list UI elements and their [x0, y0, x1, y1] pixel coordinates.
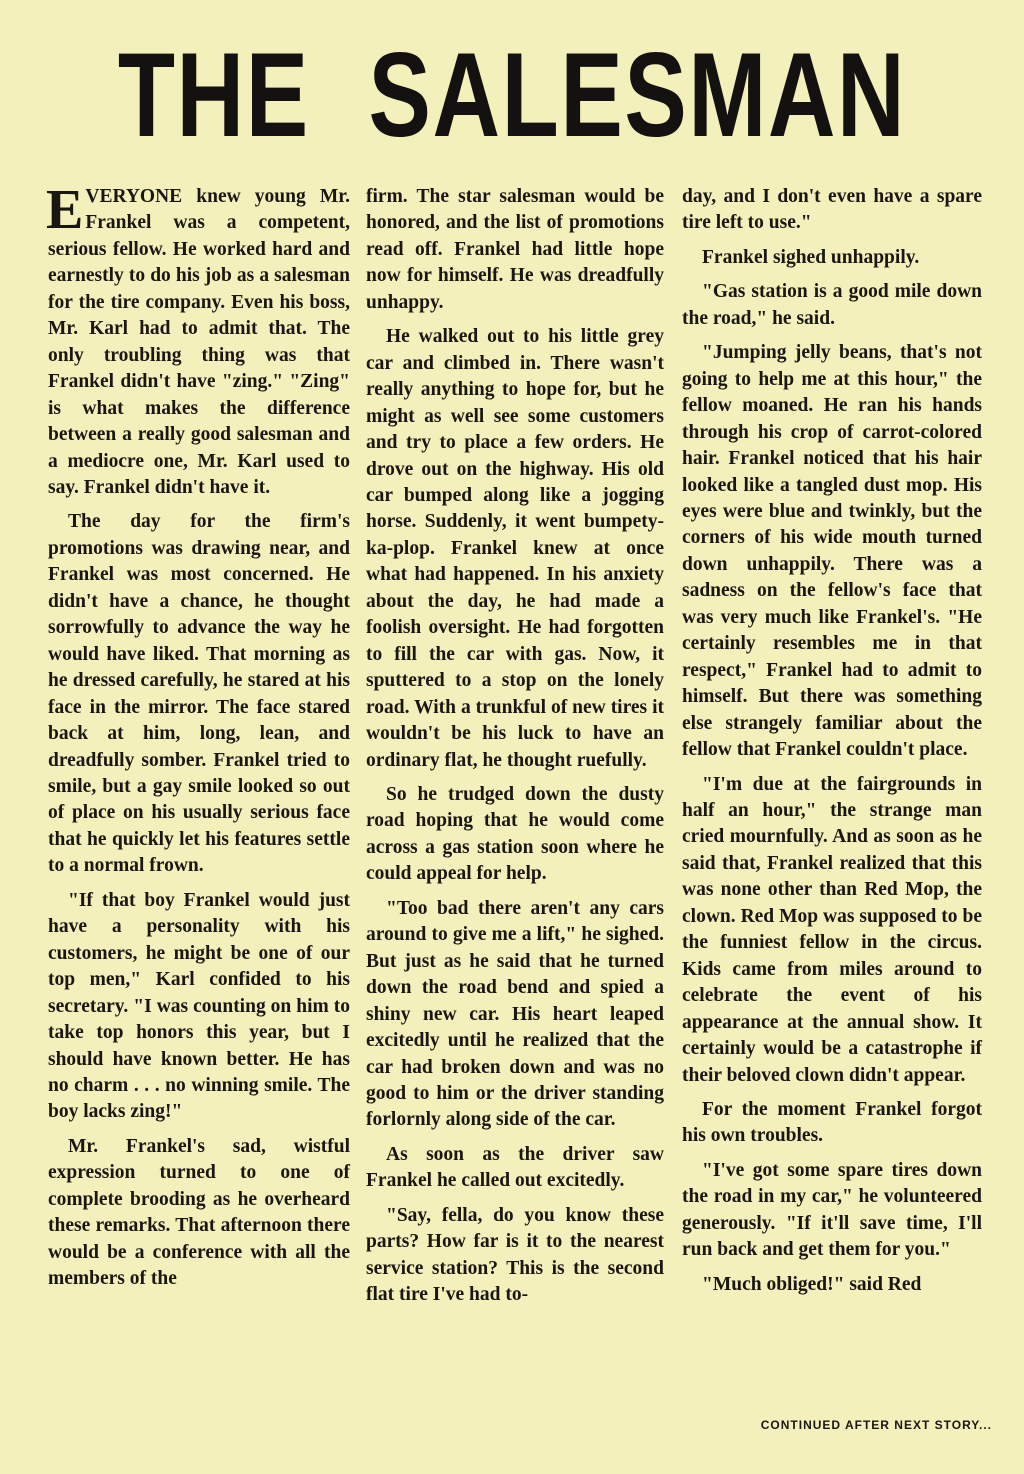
paragraph: He walked out to his little grey car and climbed in. There wasn't really anything to hope for, but he might as well see some customers and try to place a few orders. He drove out on the highway. His old car bumped along like a jogging horse. Suddenly, it went bumpety-ka-plop. Frankel knew at once what had happened. In his anxiety about the day, he had made a foolish oversight. He had forgotten to fill the car with gas. Now, it sputtered to a stop on the lonely road. With a trunkful of new tires it wouldn't be his luck to have an ordinary flat, he thought ruefully.	[366, 326, 664, 771]
paragraph: "I've got some spare tires down the road in my car," he volunteered generously. "If it'll save time, I'll run back and get them for you."	[682, 1159, 982, 1261]
paragraph: For the moment Frankel forgot his own troubles.	[682, 1098, 982, 1147]
paragraph: "If that boy Frankel would just have a personality with his customers, he might be one of our top men," Karl confided to his secretary. "I was counting on him to take top honors this year, but I should have known better. He has no charm . . . no winning smile. The boy lacks zing!"	[48, 889, 350, 1123]
paragraph: firm. The star salesman would be honored, and the list of promotions read off. Frankel had little hope now for himself. He was dreadfully unhappy.	[366, 186, 664, 313]
story-title: THE SALESMAN	[117, 28, 907, 162]
paragraph: So he trudged down the dusty road hoping that he would come across a gas station soon where he could appeal for help.	[366, 783, 664, 885]
paragraph: "Much obliged!" said Red	[702, 1273, 922, 1295]
text-column-2	[366, 184, 664, 1317]
paragraph: The day for the firm's promotions was drawing near, and Frankel was most concerned. He didn't have a chance, he thought sorrowfully to advance the way he would have liked. That morning as he dressed carefully, he stared at his face in the mirror. The face stared back at him, long, lean, and dreadfully somber. Frankel tried to smile, but a gay smile looked so out of place on his usually serious face that he quickly let his features settle to a normal frown.	[48, 511, 350, 877]
text-column-3	[682, 184, 982, 1306]
paragraph: "I'm due at the fairgrounds in half an hour," the strange man cried mournfully. And as soon as he said that, Frankel realized that this was none other than Red Mop, the clown. Red Mop was supposed to be the funniest fellow in the circus. Kids came from miles around to celebrate the event of his appearance at the annual show. It certainly would be a catastrophe if their beloved clown didn't appear.	[682, 773, 982, 1086]
paragraph: "Gas station is a good mile down the road," he said.	[682, 281, 982, 329]
paragraph: "Too bad there aren't any cars around to give me a lift," he sighed. But just as he said that he turned down the road bend and spied a shiny new car. His heart leaped excitedly until he realized that the car had broken down and was no good to him or the driver standing forlornly along side of the car.	[366, 897, 664, 1131]
paragraph: "Say, fella, do you know these parts? How far is it to the nearest service station? This is the second flat tire I've had to-	[366, 1204, 664, 1306]
paragraph: Mr. Frankel's sad, wistful expression turned to one of complete brooding as he overheard these remarks. That afternoon there would be a conference with all the members of the	[48, 1135, 350, 1290]
paragraph: As soon as the driver saw Frankel he called out excitedly.	[366, 1143, 664, 1192]
continued-note: CONTINUED AFTER NEXT STORY...	[760, 1418, 992, 1432]
paragraph: day, and I don't even have a spare tire left to use."	[682, 186, 982, 234]
paragraph-text: VERYONE knew young Mr. Frankel was a competent, serious fellow. He worked hard and earnestly to do his job as a salesman for the tire company. Even his boss, Mr. Karl had to admit that. The only troubling thing was that Frankel didn't have "zing." "Zing" is what makes the difference between a really good salesman and a mediocre one, Mr. Karl used to say. Frankel didn't have it.	[48, 186, 350, 498]
paragraph	[46, 179, 350, 501]
text-column-1	[46, 179, 350, 1301]
drop-cap: E	[46, 179, 84, 241]
paragraph: Frankel sighed unhappily.	[702, 246, 920, 268]
paragraph: "Jumping jelly beans, that's not going to help me at this hour," the fellow moaned. He ran his hands through his crop of carrot-colored hair. Frankel noticed that his hair looked like a tangled dust mop. His eyes were blue and twinkly, but the corners of his wide mouth turned down unhappily. There was a sadness on the fellow's face that was very much like Frankel's. "He certainly resembles me in that respect," Frankel had to admit to himself. But there was something else strangely familiar about the fellow that Frankel couldn't place.	[682, 342, 982, 761]
